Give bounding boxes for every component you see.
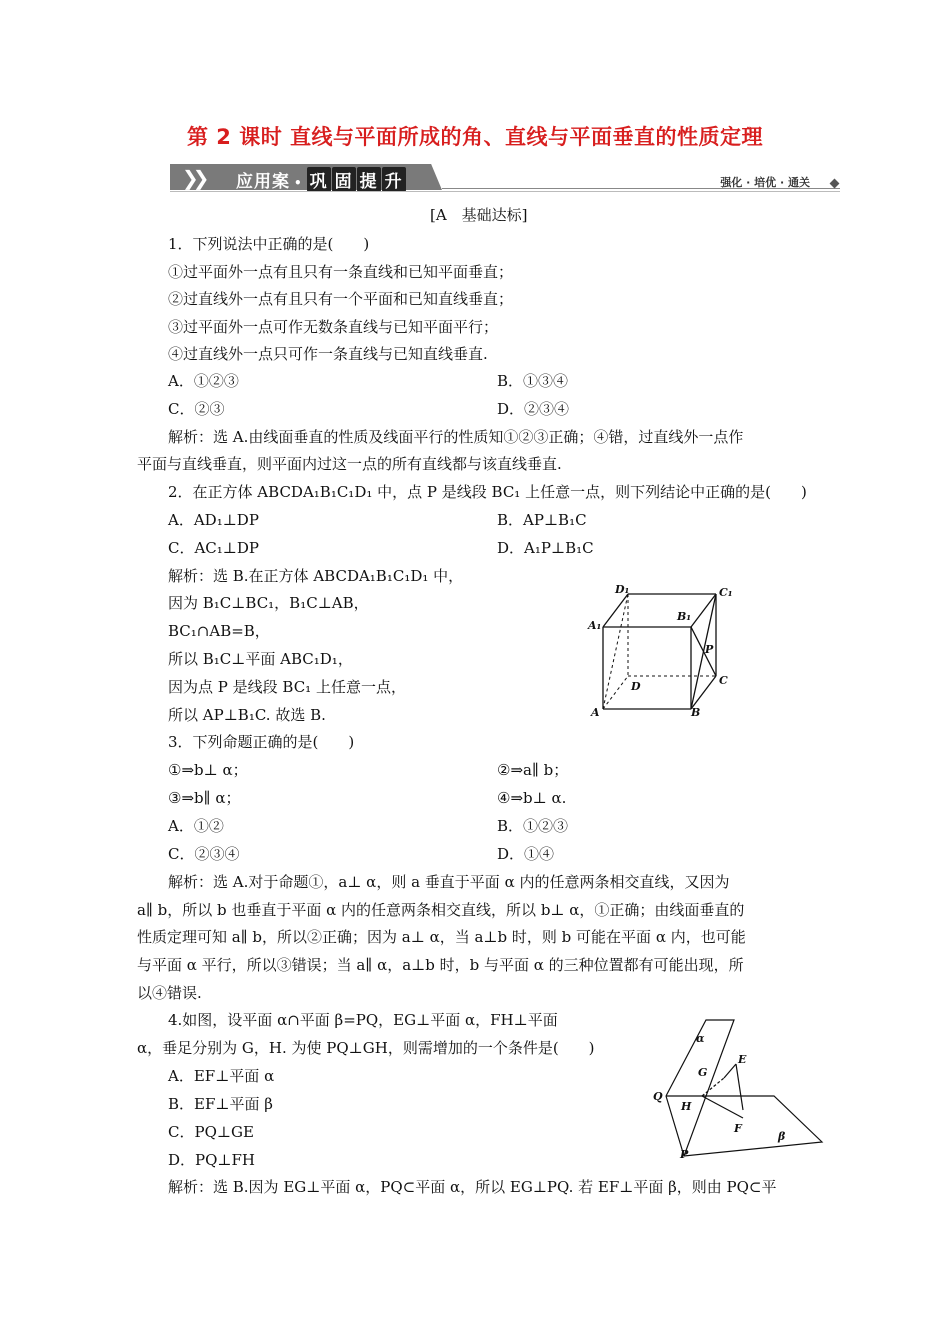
banner-word-2: 固 [332, 167, 356, 192]
banner-word-3: 提 [357, 167, 381, 192]
q4-option-a: A．EF⊥平面 α [168, 1067, 275, 1085]
section-heading: [A 基础达标] [430, 206, 528, 224]
planes-label-p: P [680, 1148, 689, 1160]
planes-label-f: F [734, 1122, 742, 1135]
q3-option-a: A．①② [168, 817, 224, 835]
cube-figure [585, 582, 745, 722]
q2-solution-5: 因为点 P 是线段 BC₁ 上任意一点， [168, 678, 406, 696]
banner-rule-lower [170, 191, 840, 192]
banner-label: 应用案 • 巩 固 提 升 [236, 167, 407, 192]
q3-stem: 3．下列命题正确的是( ) [168, 733, 355, 751]
chevron-right-icon: ❯❯ [182, 166, 204, 190]
q2-option-c: C．AC₁⊥DP [168, 539, 260, 557]
q4-option-c: C．PQ⊥GE [168, 1123, 254, 1141]
q2-solution-3: BC₁∩AB=B， [168, 622, 270, 640]
cube-label-b1: B₁ [677, 610, 692, 623]
q2-solution-1: 解析：选 B.在正方体 ABCDA₁B₁C₁D₁ 中， [168, 567, 464, 585]
planes-label-h: H [681, 1100, 692, 1113]
q1-solution-2: 平面与直线垂直，则平面内过这一点的所有直线都与该直线垂直. [137, 455, 562, 473]
cube-label-d1: D₁ [615, 583, 630, 596]
q2-solution-2: 因为 B₁C⊥BC₁，B₁C⊥AB， [168, 594, 369, 612]
cube-label-c: C [719, 674, 728, 687]
q3-solution-3: 性质定理可知 a∥ b，所以②正确；因为 a⊥ α，当 a⊥b 时，则 b 可能在平面 α 内，也可能 [137, 928, 746, 946]
q3-solution-1: 解析：选 A.对于命题①，a⊥ α，则 a 垂直于平面 α 内的任意两条相交直线，又因为 [168, 873, 730, 891]
planes-label-q: Q [653, 1090, 663, 1103]
cube-label-p: P [705, 643, 714, 656]
banner-label-1: 应用案 [236, 172, 290, 192]
cube-label-b: B [691, 706, 701, 719]
q4-option-d: D．PQ⊥FH [168, 1151, 256, 1169]
q2-solution-4: 所以 B₁C⊥平面 ABC₁D₁， [168, 650, 353, 668]
page-title: 第 2 课时 直线与平面所成的角、直线与平面垂直的性质定理 [186, 125, 764, 149]
planes-label-e: E [738, 1053, 747, 1066]
q1-option-a: A．①②③ [168, 372, 239, 390]
banner-right-label: 强化 · 培优 · 通关 [720, 176, 810, 189]
q4-stem-2: α，垂足分别为 G，H. 为使 PQ⊥GH，则需增加的一个条件是( ) [137, 1039, 595, 1057]
q3-item-1: ①⇒b⊥ α； [168, 761, 248, 779]
banner-word-1: 巩 [307, 167, 331, 192]
cube-label-a1: A₁ [588, 619, 602, 632]
q1-item-2: ②过直线外一点有且只有一个平面和已知直线垂直； [168, 290, 514, 308]
q1-option-c: C．②③ [168, 400, 225, 418]
q3-solution-2: a∥ b，所以 b 也垂直于平面 α 内的任意两条相交直线，所以 b⊥ α，①正确；由线面垂直的 [137, 901, 745, 919]
q1-item-4: ④过直线外一点只可作一条直线与已知直线垂直. [168, 345, 488, 363]
diamond-icon [830, 179, 840, 189]
q3-option-c: C．②③④ [168, 845, 240, 863]
q3-solution-4: 与平面 α 平行，所以③错误；当 a∥ α，a⊥b 时，b 与平面 α 的三种位置都有可能出现，所 [137, 956, 744, 974]
q1-item-1: ①过平面外一点有且只有一条直线和已知平面垂直； [168, 263, 514, 281]
q1-option-b: B．①③④ [497, 372, 569, 390]
q1-item-3: ③过平面外一点可作无数条直线与已知平面平行； [168, 318, 499, 336]
q4-stem-1: 4.如图，设平面 α∩平面 β=PQ，EG⊥平面 α，FH⊥平面 [168, 1011, 558, 1029]
banner-word-4: 升 [382, 167, 406, 192]
cube-label-c1: C₁ [719, 586, 733, 599]
q4-solution-1: 解析：选 B.因为 EG⊥平面 α，PQ⊂平面 α，所以 EG⊥PQ. 若 EF⊥平面 β，则由 PQ⊂平 [168, 1178, 777, 1196]
q1-option-d: D．②③④ [497, 400, 570, 418]
planes-label-beta: β [778, 1130, 786, 1143]
q3-item-4: ④⇒b⊥ α. [497, 789, 567, 807]
q1-stem: 1．下列说法中正确的是( ) [168, 235, 370, 253]
planes-figure [648, 1018, 828, 1160]
q2-option-a: A．AD₁⊥DP [168, 511, 259, 529]
cube-label-d: D [631, 680, 641, 693]
q3-option-b: B．①②③ [497, 817, 569, 835]
planes-label-alpha: α [696, 1032, 705, 1045]
q4-option-b: B．EF⊥平面 β [168, 1095, 273, 1113]
q2-option-d: D．A₁P⊥B₁C [497, 539, 594, 557]
q3-solution-5: 以④错误. [137, 984, 202, 1002]
cube-label-a: A [591, 706, 600, 719]
planes-label-g: G [698, 1066, 708, 1079]
q1-solution-1: 解析：选 A.由线面垂直的性质及线面平行的性质知①②③正确；④错，过直线外一点作 [168, 428, 744, 446]
section-banner [170, 164, 840, 192]
q3-item-2: ②⇒a∥ b； [497, 761, 569, 779]
q3-item-3: ③⇒b∥ α； [168, 789, 241, 807]
q2-solution-6: 所以 AP⊥B₁C. 故选 B. [168, 706, 326, 724]
q3-option-d: D．①④ [497, 845, 555, 863]
q2-stem: 2．在正方体 ABCDA₁B₁C₁D₁ 中，点 P 是线段 BC₁ 上任意一点，则下列结论中正确的是( ) [168, 483, 807, 501]
q2-option-b: B．AP⊥B₁C [497, 511, 587, 529]
